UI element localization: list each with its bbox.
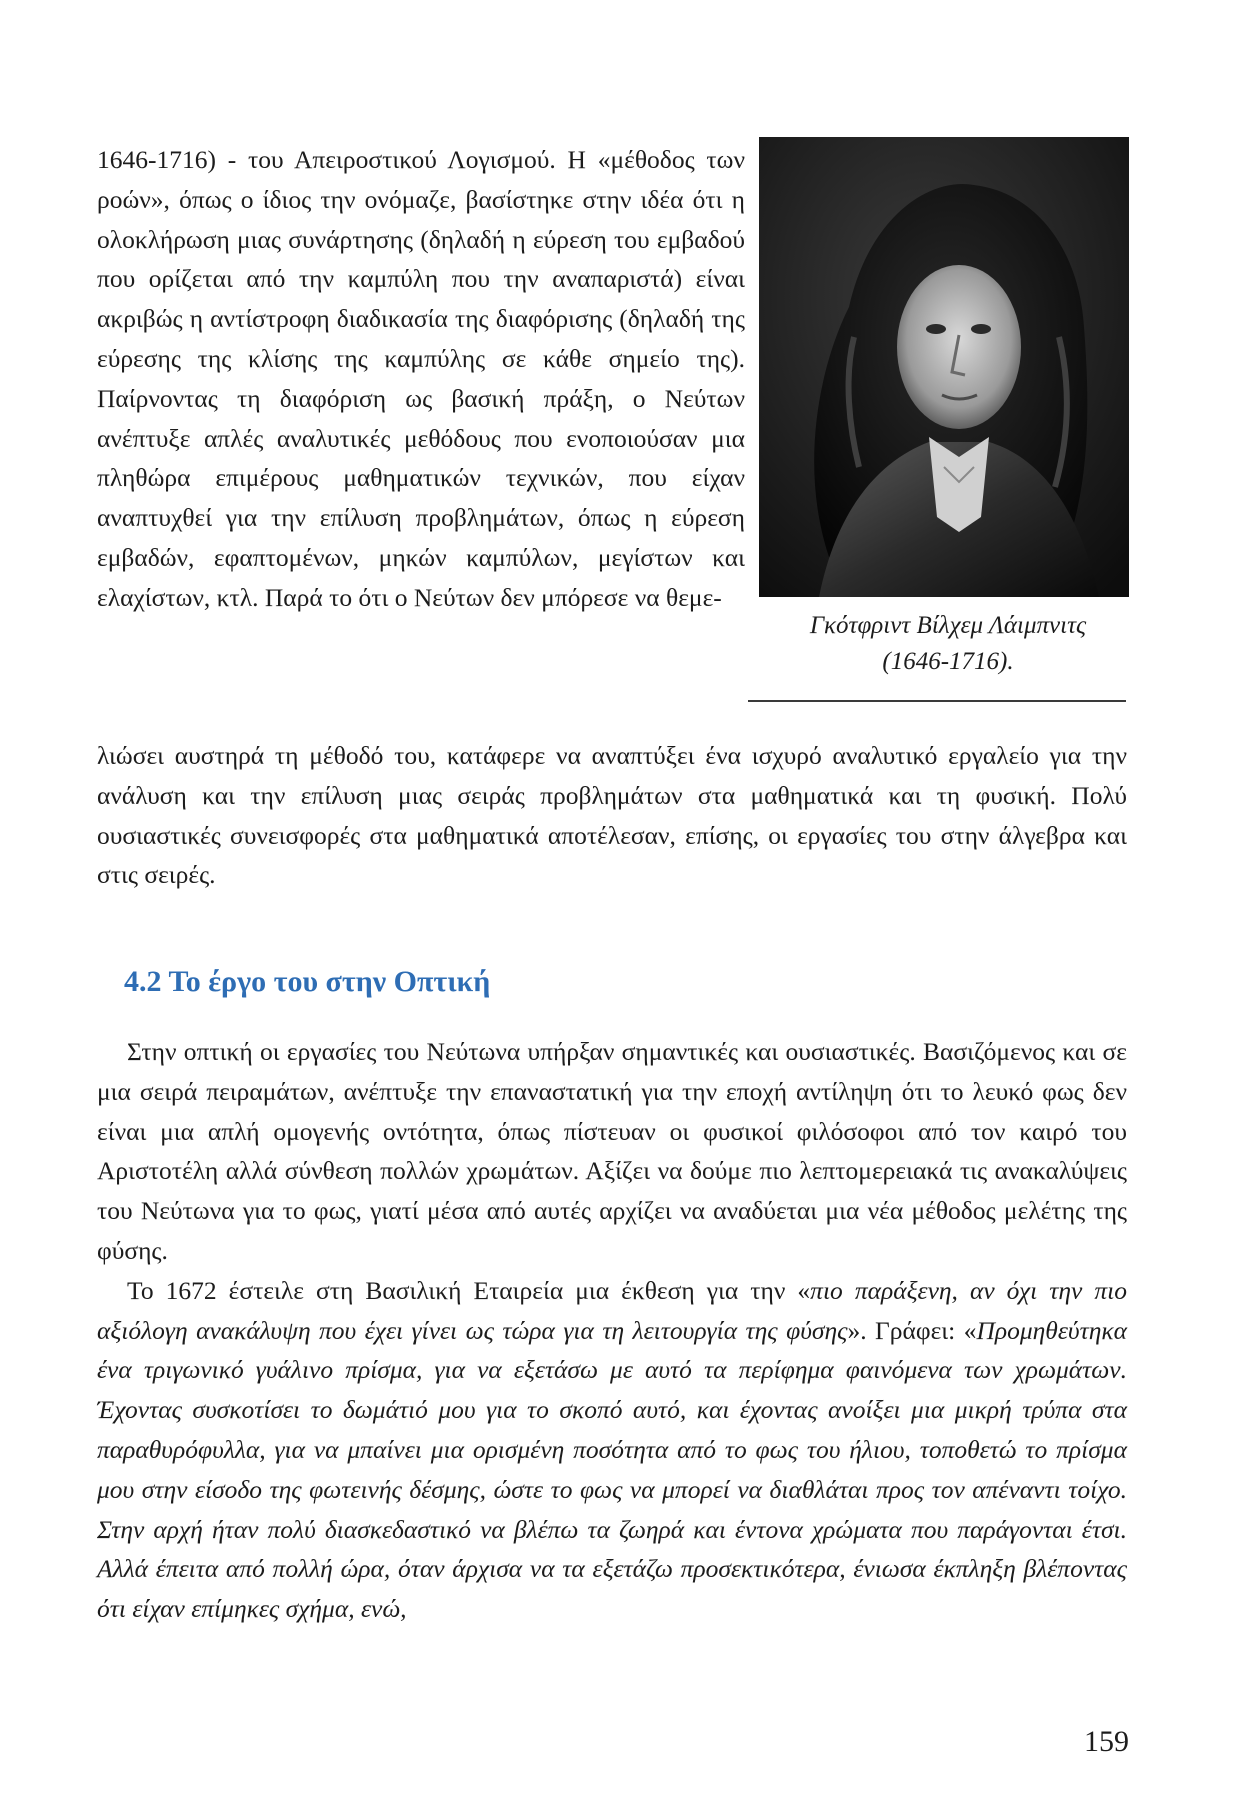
section-body <box>97 1032 1127 1629</box>
page-number: 159 <box>1084 1725 1129 1758</box>
caption-dates: (1646-1716). <box>882 648 1014 675</box>
intro-paragraph: 1646-1716) - του Απειροστικού Λογισμού. Η «μέθοδος των ροών», όπως ο ίδιος την ονόμαζε, βασίστηκε στην ιδέα ότι η ολοκλήρωση μιας συνάρτησης (δηλαδή η εύρεση του εμβαδού που ορίζεται από την καμπύλη που την αναπαριστά) είναι ακριβώς η αντίστροφη διαδικασία της διαφόρισης (δηλαδή της εύρεσης της κλίσης της καμπύλης σε κάθε σημείο της). Παίρνοντας τη διαφόριση ως βασική πράξη, ο Νεύτων ανέπτυξε απλές αναλυτικές μεθόδους που ενοποιούσαν μια πληθώρα επιμέρους μαθηματικών τεχνικών, που είχαν αναπτυχθεί για την επίλυση προβλημάτων, όπως η εύρεση εμβαδών, εφαπτομένων, μηκών καμπύλων, μεγίστων και ελαχίστων, κτλ. Παρά το ότι ο Νεύτων δεν μπόρεσε να θεμε- <box>97 145 745 612</box>
quote-italic-long: Προμηθεύτηκα ένα τριγωνικό γυάλινο πρίσμα, για να εξετάσω με αυτό τα περίφημα φαινόμενα των χρωμάτων. Έχοντας συσκοτίσει το δωμάτιό μου για το σκοπό αυτό, και έχοντας ανοίξει μια μικρή τρύπα στα παραθυρόφυλλα, για να μπαίνει μια ορισμένη ποσότητα από το φως του ήλιου, τοποθετώ το πρίσμα μου στην είσοδο της φωτεινής δέσμης, ώστε το φως να μπορεί να διαθλάται προς τον απέναντι τοίχο. Στην αρχή ήταν πολύ διασκεδαστικό να βλέπω τα ζωηρά και έντονα χρώματα που παράγονται έτσι. Αλλά έπειτα από πολλή ώρα, όταν άρχισα να τα εξετάζω προσεκτικότερα, ένιωσα έκπληξη βλέποντας ότι είχαν επίμηκες σχήμα, ενώ, <box>97 1315 1127 1624</box>
portrait-figure <box>759 137 1129 597</box>
quote-connector: ». Γράφει: « <box>847 1315 977 1345</box>
caption-name: Γκότφριντ Βίλχεμ Λάιμπνιτς <box>809 612 1087 639</box>
body-paragraph: Στην οπτική οι εργασίες του Νεύτωνα υπήρξαν σημαντικές και ουσιαστικές. Βασιζόμενος και σε μια σειρά πειραμάτων, ανέπτυξε την επαναστατική για την εποχή αντίληψη ότι το λευκό φως δεν είναι μια απλή ομογενής οντότητα, όπως πίστευαν οι φυσικοί φιλόσοφοι από τον καιρό του Αριστοτέλη αλλά σύνθεση πολλών χρωμάτων. Αξίζει να δούμε πιο λεπτομερειακά τις ανακαλύψεις του Νεύτωνα για το φως, γιατί μέσα από αυτές αρχίζει να αναδύεται μια νέα μέθοδος μελέτης της φύσης. <box>97 1037 1127 1265</box>
section-heading: 4.2 Το έργο του στην Οπτική <box>124 965 491 998</box>
portrait-image <box>759 137 1129 597</box>
portrait-caption <box>748 608 1148 680</box>
quote-italic: πιο παράξενη, αν όχι την πιο αξιόλογη ανακάλυψη που έχει γίνει ως τώρα για τη λειτουργία της φύσης <box>97 1275 1127 1345</box>
body-paragraph-quote <box>97 1271 1127 1629</box>
intro-paragraph-continued: λιώσει αυστηρά τη μέθοδό του, κατάφερε να αναπτύξει ένα ισχυρό αναλυτικό εργαλείο για την ανάλυση και την επίλυση μιας σειράς προβλημάτων στα μαθηματικά και τη φυσική. Πολύ ουσιαστικές συνεισφορές στα μαθηματικά αποτέλεσαν, επίσης, οι εργασίες του στην άλγεβρα και στις σειρές. <box>97 741 1127 890</box>
caption-divider <box>748 700 1126 702</box>
quote-intro: Το 1672 έστειλε στη Βασιλική Εταιρεία μια έκθεση για την « <box>127 1275 811 1305</box>
